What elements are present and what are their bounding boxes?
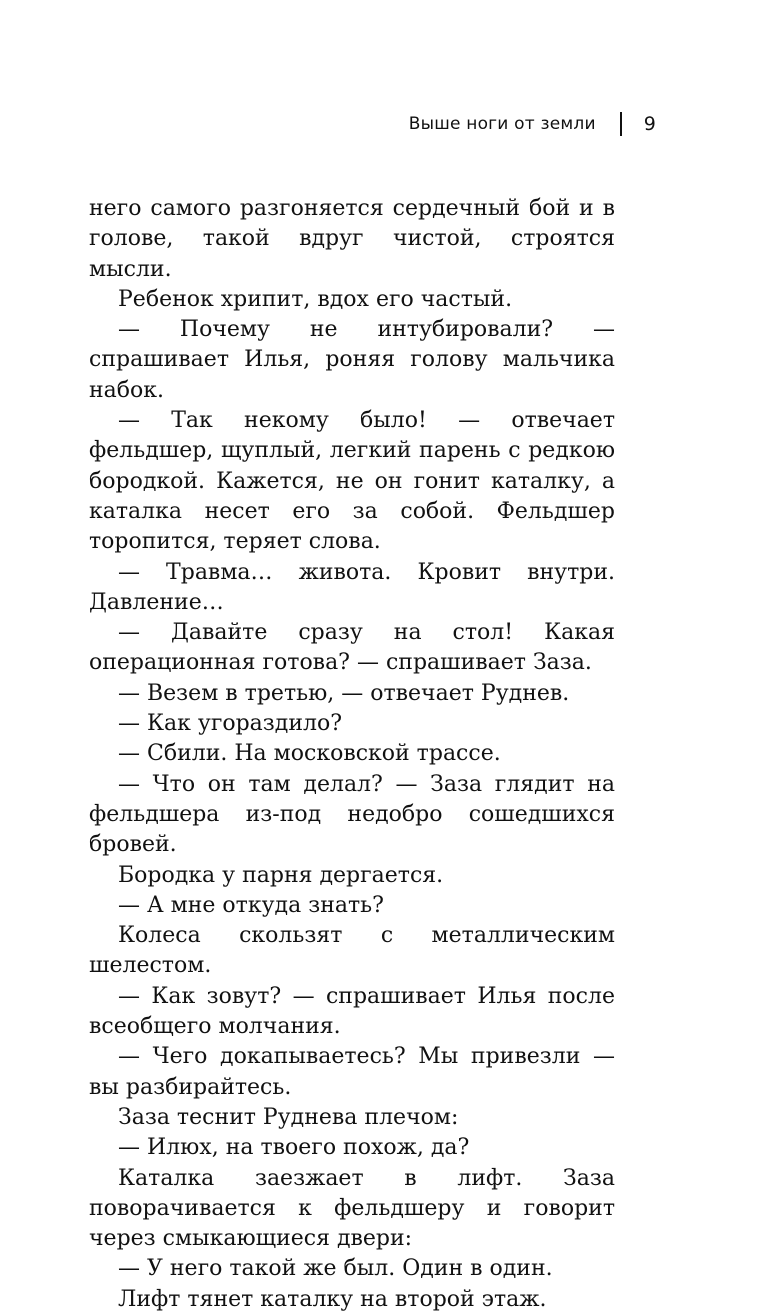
paragraph: Ребенок хрипит, вдох его частый. — [118, 286, 513, 312]
paragraph: Колеса скользят с металлическим шелестом. — [89, 923, 615, 979]
paragraph: — Сбили. На московской трассе. — [118, 741, 501, 767]
paragraph: — Травма… живота. Кровит внутри. Давление… — [89, 559, 615, 615]
paragraph: него самого разгоняется сердечный бой и в голове, такой вдруг чистой, строятся мысли. — [89, 196, 615, 282]
body-text — [89, 194, 615, 1315]
paragraph: Бородка у парня дергается. — [118, 862, 444, 888]
paragraph: — Давайте сразу на стол! Какая операционная готова? — спрашивает Заза. — [89, 620, 615, 676]
page-number: 9 — [643, 113, 656, 135]
paragraph: — У него такой же был. Один в один. — [118, 1256, 553, 1282]
paragraph: Лифт тянет каталку на второй этаж. — [118, 1286, 547, 1312]
paragraph: Заза теснит Руднева плечом: — [118, 1104, 459, 1130]
running-header — [409, 112, 656, 136]
paragraph: — Почему не интубировали? — спрашивает Илья, роняя голову мальчика набок. — [89, 317, 615, 403]
paragraph: — Так некому было! — отвечает фельдшер, щуплый, легкий парень с редкою бородкой. Кажется, не он гонит каталку, а каталка несет его за собой. Фельдшер торопится, теряет слова. — [89, 408, 615, 555]
paragraph: — Илюх, на твоего похож, да? — [118, 1135, 470, 1161]
paragraph: — А мне откуда знать? — [118, 892, 384, 918]
paragraph: — Как зовут? — спрашивает Илья после всеобщего молчания. — [89, 983, 615, 1040]
paragraph: — Как угораздило? — [118, 711, 343, 737]
paragraph: Каталка заезжает в лифт. Заза поворачивается к фельдшеру и говорит через смыкающиеся двери: — [89, 1165, 615, 1252]
paragraph: — Что он там делал? — Заза глядит на фельдшера из-под недобро сошедшихся бровей. — [89, 771, 615, 858]
running-title: Выше ноги от земли — [408, 114, 596, 134]
paragraph: — Везем в третью, — отвечает Руднев. — [118, 680, 570, 706]
paragraph: — Чего докапываетесь? Мы привезли — вы разбирайтесь. — [89, 1044, 615, 1100]
header-separator — [620, 112, 622, 136]
